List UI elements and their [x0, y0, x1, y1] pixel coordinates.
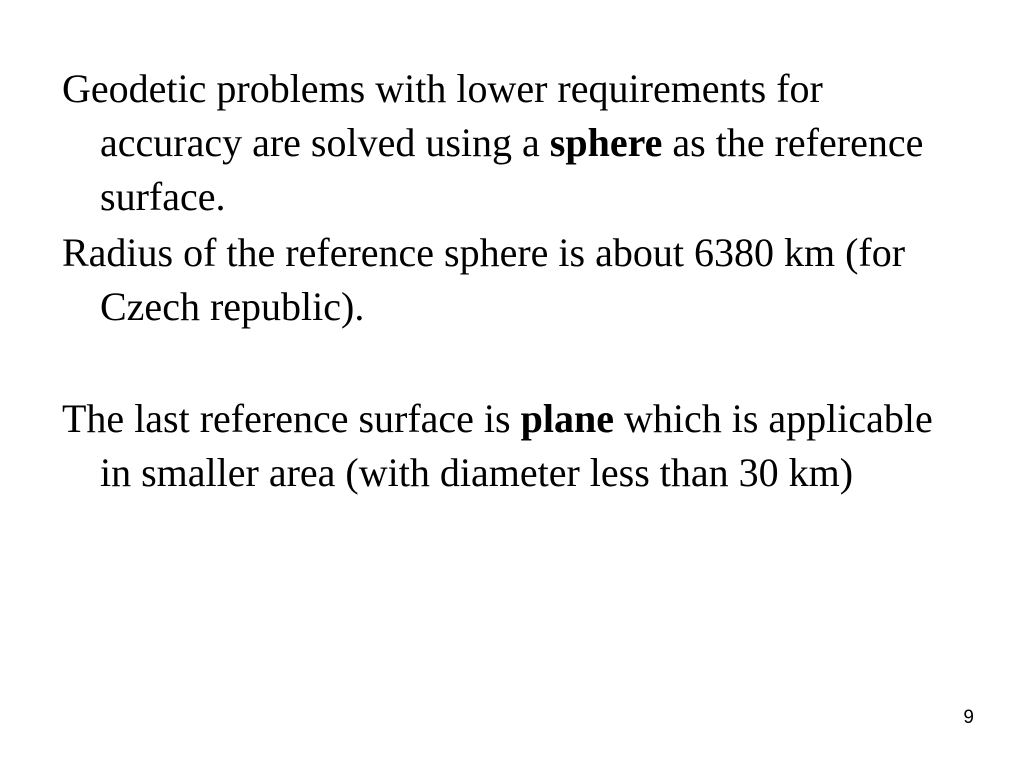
paragraph-plane	[62, 392, 962, 500]
keyword-sphere: sphere	[549, 120, 663, 165]
keyword-plane: plane	[520, 396, 614, 441]
paragraph-plane-text-before: The last reference surface is	[62, 396, 521, 441]
paragraph-radius-text: Radius of the reference sphere is about 6380 km (for Czech republic).	[62, 230, 906, 329]
slide-body	[62, 62, 962, 500]
paragraph-sphere-text-after: as the reference surface.	[100, 120, 924, 219]
page-number: 9	[963, 707, 974, 728]
paragraph-radius	[62, 226, 962, 334]
paragraph-sphere-text-before: Geodetic problems with lower requirements for accuracy are solved using a	[62, 66, 823, 165]
paragraph-plane-text-after: which is applicable in smaller area (with diameter less than 30 km)	[100, 396, 933, 495]
paragraph-sphere	[62, 62, 962, 224]
